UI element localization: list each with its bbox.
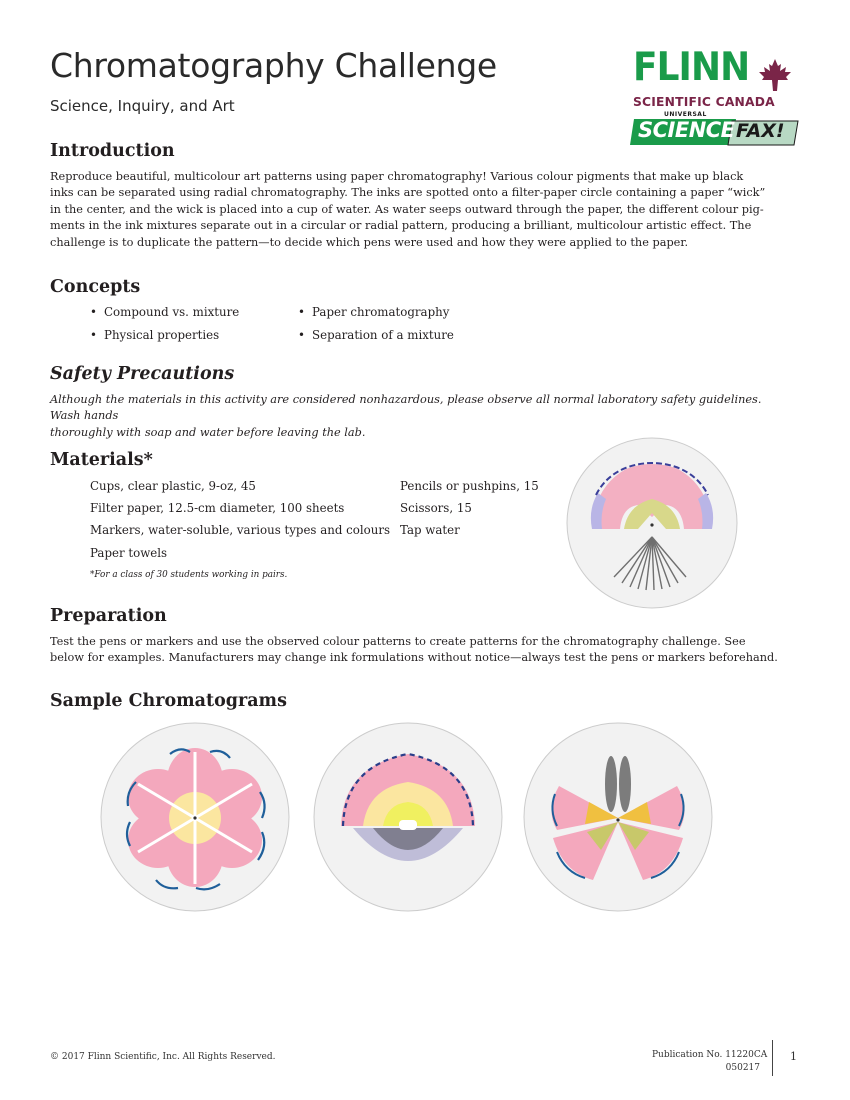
page-number: 1: [790, 1050, 797, 1063]
intro-line: Reproduce beautiful, multicolour art patterns using paper chromatography! Various colour pigments that make up black: [50, 170, 744, 183]
footer-copyright: © 2017 Flinn Scientific, Inc. All Rights Reserved.: [50, 1052, 276, 1062]
concepts-heading: Concepts: [50, 277, 141, 297]
safety-line: thoroughly with soap and water before leaving the lab.: [50, 425, 366, 439]
logo-tagline: SCIENTIFIC CANADA: [633, 95, 775, 109]
page-title: Chromatography Challenge: [50, 46, 497, 85]
concept-item: • Compound vs. mixture: [90, 305, 240, 319]
intro-line: challenge is to duplicate the pattern—to decide which pens were used and how they were applied to the paper.: [50, 235, 689, 249]
chromatogram-image-flower: [100, 722, 290, 912]
safety-line: Although the materials in this activity are considered nonhazardous, please observe all normal laboratory safety guidelines. Wash hands: [50, 393, 762, 423]
material-item: Markers, water-soluble, various types and colours: [90, 523, 391, 537]
preparation-line: below for examples. Manufacturers may change ink formulations without notice—always test the pens or markers beforehand.: [50, 651, 778, 665]
introduction-text: [50, 169, 770, 251]
sciencefax-universal: UNIVERSAL: [664, 111, 707, 118]
concept-item: • Paper chromatography: [298, 305, 450, 319]
chromatogram-image-butterfly: [523, 722, 713, 912]
safety-heading: Safety Precautions: [50, 364, 235, 384]
intro-line: inks can be separated using radial chromatography. The inks are spotted onto a filter-paper circle containing a paper “wick”: [50, 186, 766, 200]
preparation-heading: Preparation: [50, 606, 167, 626]
material-item: Scissors, 15: [400, 501, 472, 515]
maple-leaf-icon: [757, 57, 793, 93]
logo-brand: FLINN: [633, 45, 750, 90]
material-item: Tap water: [400, 523, 460, 537]
sciencefax-badge: [628, 111, 800, 149]
footer-divider: [772, 1040, 773, 1076]
concept-item: • Separation of a mixture: [298, 328, 454, 342]
preparation-line: Test the pens or markers and use the observed colour patterns to create patterns for the chromatography challenge. See: [50, 635, 746, 648]
page-subtitle: Science, Inquiry, and Art: [50, 97, 235, 115]
material-item: Paper towels: [90, 546, 168, 560]
material-item: Filter paper, 12.5-cm diameter, 100 sheets: [90, 501, 345, 515]
intro-line: in the center, and the wick is placed into a cup of water. As water seeps outward through the paper, the different colour pig-: [50, 202, 764, 216]
chromatogram-image-half-flower: [566, 437, 738, 609]
intro-line: ments in the ink mixtures separate out in a circular or radial pattern, producing a brilliant, multicolour artistic effect. The: [50, 219, 752, 233]
footer-publication: Publication No. 11220CA: [652, 1050, 768, 1060]
sample-chromatograms-heading: Sample Chromatograms: [50, 691, 287, 711]
preparation-text: [50, 634, 790, 667]
material-item: Pencils or pushpins, 15: [400, 479, 539, 493]
material-item: Cups, clear plastic, 9-oz, 45: [90, 479, 256, 493]
introduction-heading: Introduction: [50, 141, 175, 161]
materials-footnote: *For a class of 30 students working in pairs.: [90, 570, 288, 580]
footer-code: 050217: [725, 1063, 760, 1073]
concept-item: • Physical properties: [90, 328, 220, 342]
materials-heading: Materials*: [50, 450, 153, 470]
sciencefax-science: SCIENCE: [638, 118, 735, 142]
chromatogram-image-half-circle: [313, 722, 503, 912]
sciencefax-fax: FAX!: [736, 120, 785, 142]
safety-text: [50, 392, 790, 441]
